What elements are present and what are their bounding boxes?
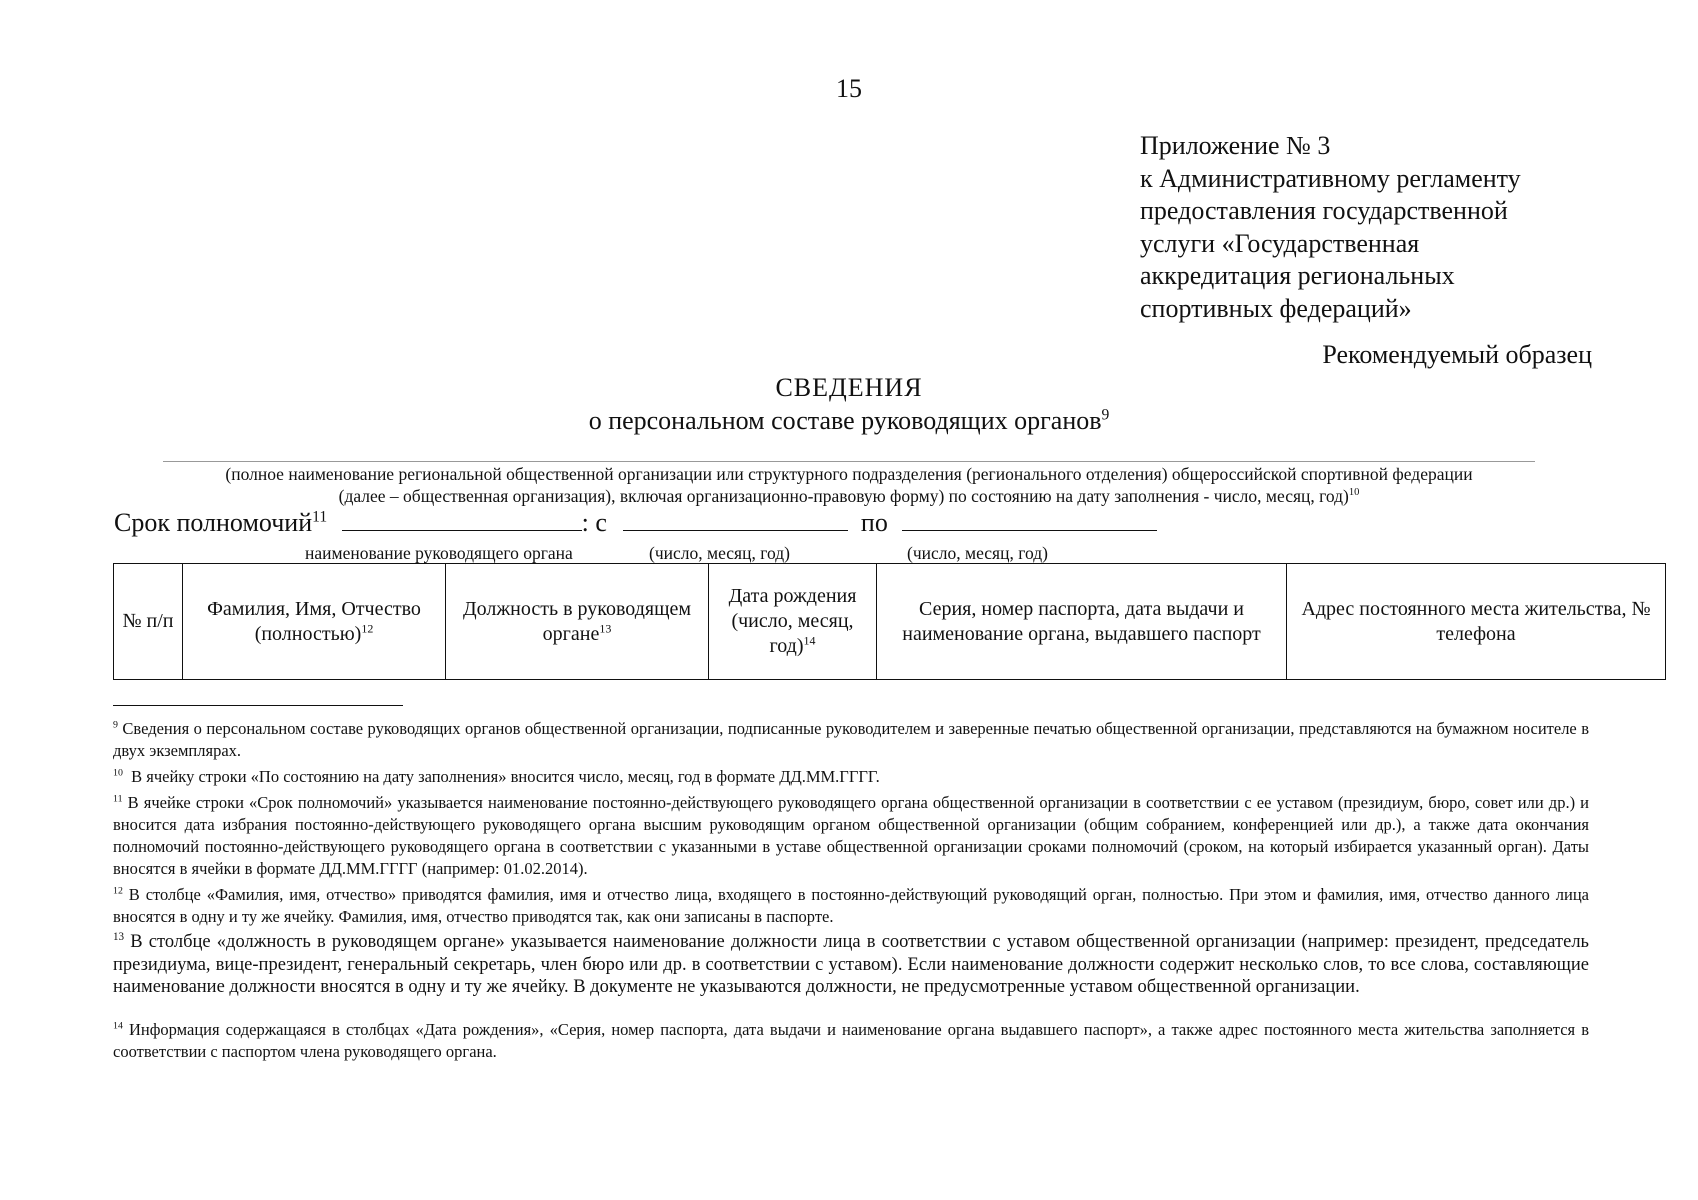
footnote-number: 12 (113, 885, 123, 897)
footnote-ref: 13 (599, 620, 612, 635)
column-header-number (114, 564, 183, 680)
footnote-text: В столбце «должность в руководящем органе» указывается наименование должности лица в соответствии с уставом общественной организации (например: президент, председатель президиума, вице-президент, генеральный секретарь, член бюро или др. в соответствии с уставом). Если наименование должности содержит несколько слов, то все слова, составляющие наименование должности вносятся в одну и ту же ячейку. В документе не указываются должности, не предусмотренные уставом общественной организации. (113, 932, 1589, 997)
appendix-line: аккредитация региональных (1140, 261, 1455, 290)
organization-caption (100, 463, 1598, 507)
column-header-position (446, 564, 709, 680)
column-header-address (1287, 564, 1666, 680)
column-header-full-name (183, 564, 446, 680)
end-date-caption: (число, месяц, год) (907, 543, 1048, 563)
term-from-label: : с (581, 508, 607, 537)
footnote-ref: 12 (361, 620, 374, 635)
column-label: Фамилия, Имя, Отчество (полностью) (207, 597, 421, 645)
page-number: 15 (836, 74, 862, 103)
footnote-14 (113, 1019, 1589, 1063)
footnote-text: В столбце «Фамилия, имя, отчество» приводятся фамилия, имя и отчество лица, входящего в постоянно-действующий руководящий орган, полностью. При этом и фамилия, имя, отчество данного лица вносятся в одну и ту же ячейку. Фамилия, имя, отчество приводятся так, как они записаны в паспорте. (113, 885, 1589, 926)
footnote-ref: 11 (312, 508, 328, 526)
footnote-9 (113, 718, 1589, 762)
recommended-sample-label: Рекомендуемый образец (1322, 340, 1592, 369)
footnote-number: 14 (113, 1020, 123, 1032)
organization-name-line (163, 461, 1535, 462)
column-header-passport (877, 564, 1287, 680)
end-date-blank[interactable] (902, 508, 1157, 531)
subtitle-text: о персональном составе руководящих органов (588, 406, 1102, 435)
footnote-number: 10 (113, 767, 123, 779)
footnote-11 (113, 792, 1589, 880)
footnote-ref: 10 (1348, 487, 1360, 499)
start-date-caption: (число, месяц, год) (649, 543, 790, 563)
table-header-row (114, 564, 1666, 680)
governing-body-caption: наименование руководящего органа (305, 543, 573, 563)
appendix-line: к Административному регламенту (1140, 163, 1521, 193)
appendix-heading (1140, 130, 1521, 325)
footnote-text: Информация содержащаяся в столбцах «Дата рождения», «Серия, номер паспорта, дата выдачи и наименование органа выдавшего паспорт», а также адрес постоянного места жительства заполняется в соответствии с паспортом члена руководящего органа. (113, 1020, 1590, 1061)
footnote-text: В ячейку строки «По состоянию на дату заполнения» вносится число, месяц, год в формате ДД.ММ.ГГГГ. (131, 767, 880, 786)
column-label: Адрес постоянного места жительства, № телефона (1301, 597, 1651, 645)
appendix-line: Приложение № 3 (1140, 131, 1331, 160)
organization-caption-line (100, 485, 1598, 507)
caption-text: (далее – общественная организация), включая организационно-правовую форму) по состоянию на дату заполнения - число, месяц, год) (338, 486, 1349, 506)
footnote-number: 13 (113, 930, 125, 943)
column-label: Дата рождения (число, месяц, год) (728, 585, 857, 657)
members-table (113, 563, 1666, 680)
document-subtitle (0, 406, 1698, 436)
footnote-text: Сведения о персональном составе руководящих органов общественной организации, подписанные руководителем и заверенные печатью общественной организации, представляются на бумажном носителе в двух экземплярах. (113, 719, 1590, 760)
appendix-line: спортивных федераций» (1140, 293, 1412, 323)
organization-caption-line: (полное наименование региональной общественной организации или структурного подразделения (регионального отделения) общероссийской спортивной федерации (225, 464, 1473, 484)
column-label: № п/п (122, 610, 174, 632)
column-header-birth-date (709, 564, 877, 680)
appendix-line: предоставления государственной (1140, 196, 1508, 225)
column-label: Серия, номер паспорта, дата выдачи и наименование органа, выдавшего паспорт (902, 597, 1261, 645)
start-date-blank[interactable] (623, 508, 848, 531)
footnote-text: В ячейке строки «Срок полномочий» указывается наименование постоянно-действующего руководящего органа общественной организации в соответствии с ее уставом (президиум, бюро, совет или др.) и вносится дата избрания постоянно-действующего руководящего органа высшим руководящим органом общественной организации (общим собранием, конференцией или др.), а также дата окончания полномочий постоянно-действующего руководящего органа в соответствии с указанными в уставе общественной организации сроками полномочий (сроком, на который избирается указанный орган). Даты вносятся в ячейки в формате ДД.ММ.ГГГГ (например: 01.02.2014). (113, 793, 1590, 878)
term-label: Срок полномочий (114, 508, 313, 537)
footnote-13 (113, 931, 1589, 999)
footnote-12 (113, 884, 1589, 928)
footnote-number: 11 (113, 793, 123, 805)
governing-body-blank[interactable] (342, 508, 582, 531)
footnote-ref: 14 (803, 633, 816, 648)
column-label: Должность в руководящем органе (462, 597, 692, 645)
footnote-separator (113, 705, 403, 706)
document-title: СВЕДЕНИЯ (775, 373, 923, 402)
term-of-office-row (114, 508, 1157, 538)
footnote-ref: 9 (1101, 406, 1110, 424)
appendix-line: услуги «Государственная (1140, 228, 1420, 258)
term-to-label: по (860, 508, 888, 537)
footnote-10 (113, 766, 1589, 788)
footnote-number: 9 (113, 719, 118, 731)
